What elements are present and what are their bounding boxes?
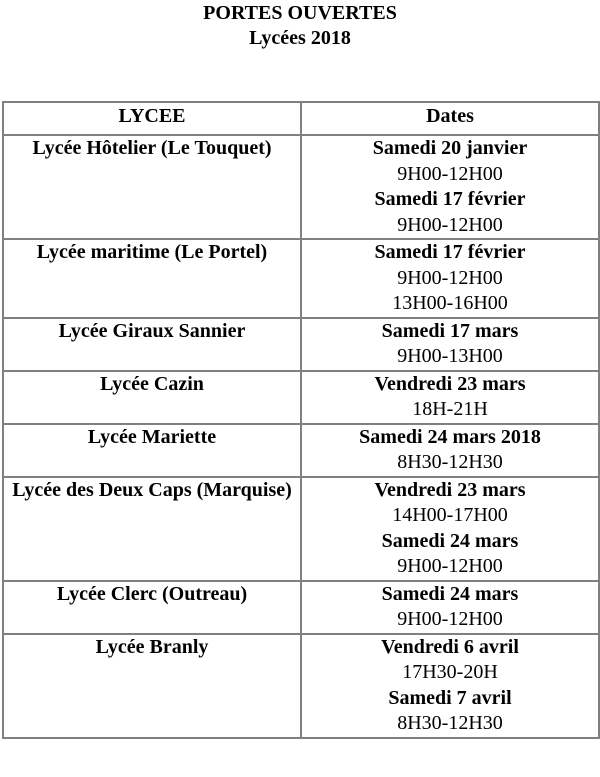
date-hours: 14H00-17H00 (392, 504, 508, 526)
title-line-1: PORTES OUVERTES (203, 2, 397, 24)
table-row (3, 581, 599, 634)
dates-cell (301, 581, 599, 634)
dates-cell (301, 371, 599, 424)
date-hours: 8H30-12H30 (397, 712, 503, 734)
date-day: Samedi 17 février (374, 241, 526, 263)
document-title (0, 1, 600, 51)
date-day: Samedi 24 mars 2018 (359, 425, 541, 448)
date-hours: 9H00-12H00 (397, 608, 503, 630)
lycee-name: Lycée Mariette (3, 424, 301, 477)
table-row (3, 239, 599, 318)
dates-cell (301, 239, 599, 318)
date-hours: 9H00-13H00 (397, 345, 503, 367)
date-hours: 17H30-20H (402, 661, 498, 683)
date-hours: 18H-21H (412, 398, 488, 420)
date-day: Samedi 20 janvier (372, 137, 528, 159)
table-header-row (3, 102, 599, 135)
dates-cell (301, 318, 599, 371)
table-row (3, 634, 599, 738)
date-day: Vendredi 23 mars (374, 478, 526, 501)
table-row (3, 477, 599, 581)
date-hours: 9H00-12H00 (397, 162, 503, 185)
header-dates: Dates (301, 102, 599, 135)
date-hours: 9H00-12H00 (397, 555, 503, 577)
table-body (3, 135, 599, 738)
title-line-2: Lycées 2018 (249, 27, 351, 49)
lycee-name: Lycée Hôtelier (Le Touquet) (3, 135, 301, 239)
date-day: Samedi 17 mars (381, 319, 519, 342)
table-row (3, 371, 599, 424)
lycee-name: Lycée Branly (3, 634, 301, 738)
dates-cell (301, 477, 599, 581)
open-days-table (2, 101, 600, 739)
date-hours: 8H30-12H30 (397, 451, 503, 473)
table-row (3, 318, 599, 371)
lycee-name: Lycée Clerc (Outreau) (3, 581, 301, 634)
lycee-name: Lycée maritime (Le Portel) (3, 239, 301, 318)
date-day: Samedi 24 mars (381, 529, 519, 552)
dates-cell (301, 424, 599, 477)
date-hours: 9H00-12H00 (397, 213, 503, 236)
header-lycee: LYCEE (3, 102, 301, 135)
lycee-name: Lycée des Deux Caps (Marquise) (3, 477, 301, 581)
date-day: Vendredi 6 avril (381, 635, 519, 658)
date-day: Samedi 24 mars (381, 582, 519, 605)
date-hours: 13H00-16H00 (392, 292, 508, 314)
dates-cell (301, 634, 599, 738)
dates-cell (301, 135, 599, 239)
date-hours: 9H00-12H00 (397, 266, 503, 289)
date-day: Samedi 7 avril (388, 686, 512, 709)
table-row (3, 135, 599, 239)
lycee-name: Lycée Cazin (3, 371, 301, 424)
table-row (3, 424, 599, 477)
date-day: Vendredi 23 mars (374, 372, 526, 395)
lycee-name: Lycée Giraux Sannier (3, 318, 301, 371)
date-day: Samedi 17 février (374, 188, 526, 210)
